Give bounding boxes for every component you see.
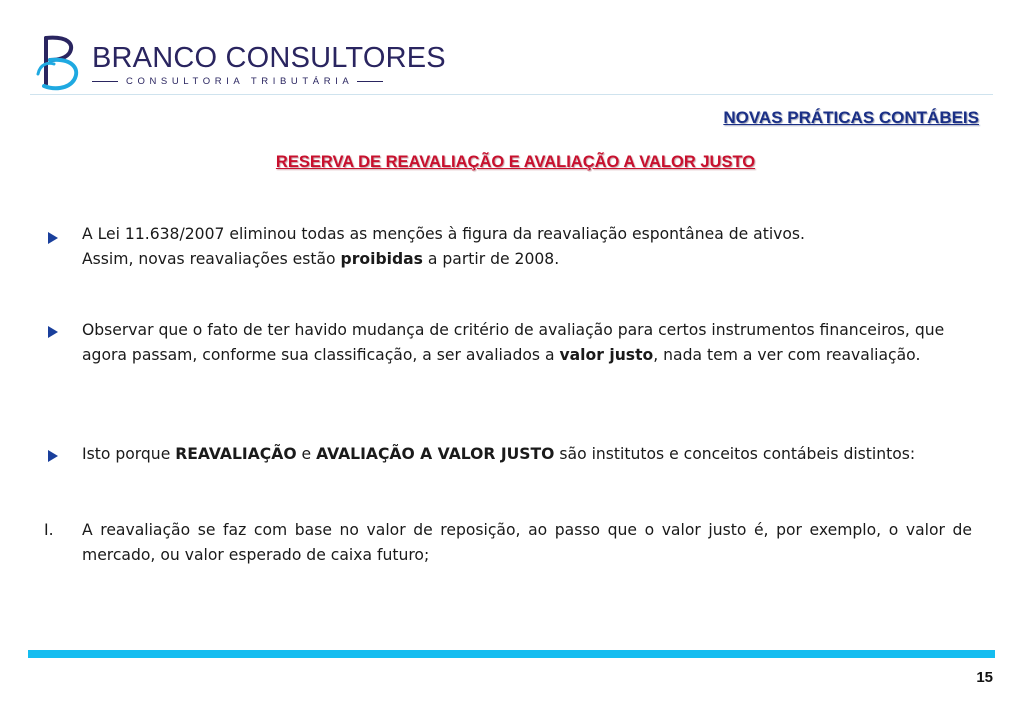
list-marker-i: I. <box>44 521 54 539</box>
paragraph-3 <box>82 442 972 467</box>
slide-heading: NOVAS PRÁTICAS CONTÁBEIS <box>723 108 979 127</box>
page-number: 15 <box>976 669 993 686</box>
tagline-right-rule <box>357 81 383 82</box>
triangle-right-icon <box>48 326 58 338</box>
p3-pre: Isto porque <box>82 445 176 463</box>
header-divider <box>30 94 993 95</box>
p2-pre: Observar que o fato de ter havido mudança de critério de avaliação para certos instrumentos financeiros, que agora passam, conforme sua classificação, a ser avaliados a <box>82 321 945 364</box>
logo-name: BRANCO CONSULTORES <box>92 42 446 74</box>
footer-bar <box>28 650 995 658</box>
tagline-left-rule <box>92 81 118 82</box>
list-item-1: A reavaliação se faz com base no valor de reposição, ao passo que o valor justo é, por exemplo, o valor de mercado, ou valor esperado de caixa futuro; <box>82 521 972 564</box>
triangle-right-icon <box>48 450 58 462</box>
company-logo <box>34 34 446 94</box>
p2-post: , nada tem a ver com reavaliação. <box>653 346 921 364</box>
p3-emphasis-2: AVALIAÇÃO A VALOR JUSTO <box>316 445 555 463</box>
p1-emphasis: proibidas <box>340 250 423 268</box>
paragraph-1 <box>82 222 972 272</box>
p2-emphasis: valor justo <box>559 346 654 364</box>
logo-tagline <box>92 76 408 87</box>
logo-b-mark-icon <box>34 34 92 94</box>
paragraph-2 <box>82 318 972 368</box>
p3-emphasis-1: REAVALIAÇÃO <box>175 445 297 463</box>
slide-subheading: RESERVA DE REAVALIAÇÃO E AVALIAÇÃO A VALOR JUSTO <box>275 153 756 171</box>
p3-post: são institutos e conceitos contábeis distintos: <box>554 445 916 463</box>
p1-line2-post: a partir de 2008. <box>422 250 560 268</box>
logo-tagline-text: CONSULTORIA TRIBUTÁRIA <box>126 76 354 87</box>
p1-line2-pre: Assim, novas reavaliações estão <box>82 250 341 268</box>
triangle-right-icon <box>48 232 58 244</box>
p3-mid: e <box>296 445 317 463</box>
p1-line1: A Lei 11.638/2007 eliminou todas as menções à figura da reavaliação espontânea de ativos. <box>82 225 806 243</box>
